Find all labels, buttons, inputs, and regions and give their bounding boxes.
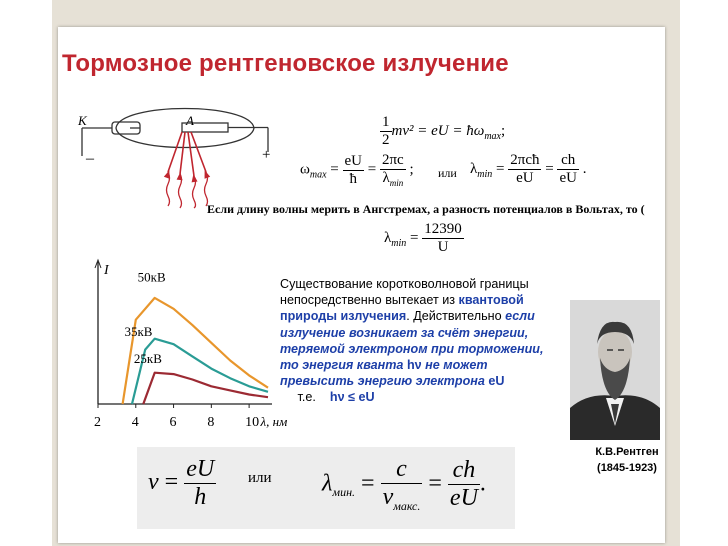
text-cannot-exceed: не может превысить энергию электрона [280,358,489,389]
x-tick-label: 8 [207,415,215,430]
text-eu: eU [488,374,505,389]
lambda-numeric-formula: $\lambda_{min}$ = $\frac{12390}{U}$ [384,221,462,255]
text-part-1: Существование коротковолновой границы непосредственно вытекает из [280,277,529,308]
lambda-min-formula: $\lambda_{min}$ = 2πcħ eU = $\frac{ch}{eU}$ . [470,152,587,186]
portrait-years: (1845-1923) [597,462,657,474]
cathode-label: K [78,113,87,128]
minus-terminal-label: – [86,150,94,167]
series-label: 25кВ [133,351,162,367]
series-line [143,373,268,404]
formula-or-label: или [438,166,457,180]
x-tick-label: 6 [169,415,177,430]
x-tick-label: 10 [245,415,260,430]
series-label: 35кВ [124,324,153,339]
x-axis-label: λ, нм [260,414,288,429]
omega-max-formula: $\omega_{max}$ = $\frac{eU}{ħ}$ = 2πc $\lambda_{min}$ ; [300,152,414,188]
roentgen-portrait [570,300,660,440]
y-axis-label: I [104,263,109,278]
xray-tube-diagram [72,100,282,212]
text-quantum-nature: квантовой природы излучения [280,293,524,324]
text-energy-condition: если излучение возникает за счёт энергии, теряемой электроном при торможении, то энергия кванта [280,309,544,373]
lambda-min-bottom-formula: $\lambda_{мин.}$ = c $\nu_{макс.}$ = $\frac{ch}{eU}$ . [322,456,486,513]
x-tick-label: 4 [131,415,139,430]
energy-formula: $\frac{1}{2}$ mv² = eU = $ħ\omega_{max}$; [382,114,506,148]
spectrum-chart [84,258,288,434]
text-h-nu: hν [406,358,422,373]
nu-formula: ν = $\frac{eU}{h}$ [148,456,215,510]
x-tick-label: 2 [94,415,101,430]
text-part-3: . Действительно [406,309,506,324]
plus-terminal-label: + [262,147,271,163]
bottom-or-label: или [248,470,272,486]
portrait-name: К.В.Рентген [595,446,659,458]
anode-label: A [186,113,194,128]
explanation-text [280,276,548,406]
angstrom-note: Если длину волны мерить в Ангстремах, а разность потенциалов в Вольтах, то ( [207,202,645,216]
series-label: 50кВ [137,269,166,285]
slide-title: Тормозное рентгеновское излучение [62,50,509,77]
text-inequality: hν ≤ eU [329,390,375,405]
text-ie: т.е. [280,390,330,405]
